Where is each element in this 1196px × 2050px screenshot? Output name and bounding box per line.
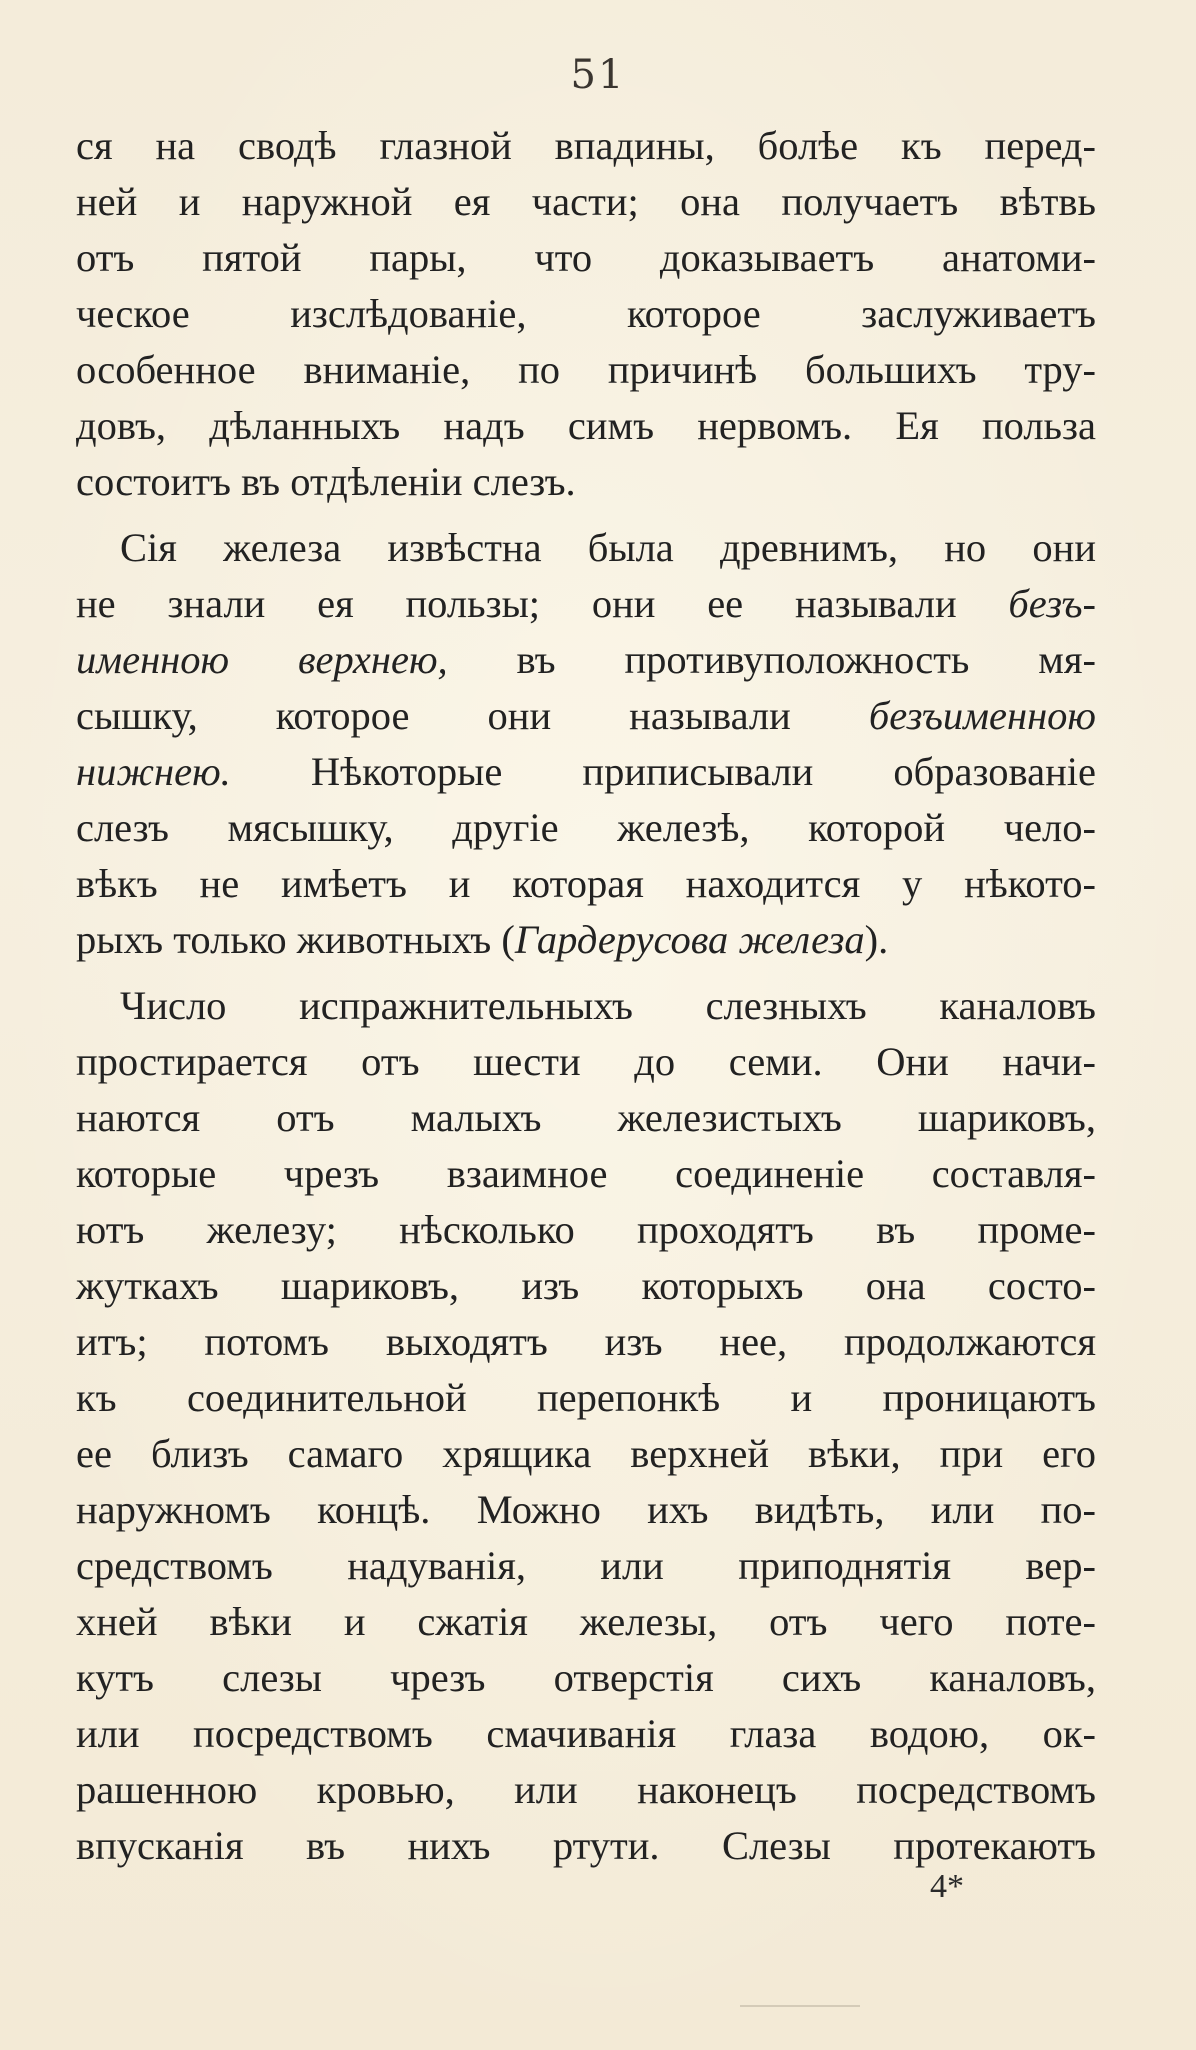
text-run: рыхъ только животныхъ ( [76, 917, 515, 962]
text-line: Сія железа извѣстна была древнимъ, но они [120, 525, 1096, 570]
text-line: средствомъ надуванія, или приподнятія вер- [76, 1543, 1096, 1588]
paper-smudge [740, 2005, 860, 2007]
text-line [76, 744, 1096, 800]
text-line: наружномъ концѣ. Можно ихъ видѣть, или по- [76, 1487, 1096, 1532]
text-line: или посредствомъ смачиванія глаза водою, ок- [76, 1711, 1096, 1756]
text-line: рашенною кровью, или наконецъ посредствомъ [76, 1767, 1096, 1812]
text-line [76, 688, 1096, 744]
text-run: не знали ея пользы; они ее называли [76, 581, 1009, 626]
text-run: ). [864, 917, 889, 962]
text-line: впусканія въ нихъ ртути. Слезы протекаютъ [76, 1823, 1096, 1868]
text-line: ней и наружной ея части; она получаетъ вѣтвь [76, 179, 1096, 224]
italic-term: именною верхнею, [76, 637, 448, 682]
text-run: въ противуположность мя- [447, 637, 1097, 682]
text-line: ческое изслѣдованіе, которое заслуживаетъ [76, 291, 1096, 336]
text-line: итъ; потомъ выходятъ изъ нее, продолжаются [76, 1319, 1096, 1364]
text-line: къ соединительной перепонкѣ и проницаютъ [76, 1375, 1096, 1420]
signature-mark: 4* [930, 1868, 964, 1905]
text-line: которые чрезъ взаимное соединеніе составля- [76, 1151, 1096, 1196]
italic-term: безъ- [1008, 581, 1096, 626]
text-run: сышку, которое они называли [76, 693, 869, 738]
paragraph-gap [76, 968, 1096, 978]
text-line: ся на сводѣ глазной впадины, болѣе къ перед- [76, 123, 1096, 168]
text-line: кутъ слезы чрезъ отверстія сихъ каналовъ, [76, 1655, 1096, 1700]
text-line: хней вѣки и сжатія железы, отъ чего поте- [76, 1599, 1096, 1644]
text-run: Нѣкоторые приписывали образованіе [230, 749, 1096, 794]
text-line [76, 912, 1096, 968]
page-number: 51 [570, 52, 626, 98]
text-line: отъ пятой пары, что доказываетъ анатоми- [76, 235, 1096, 280]
italic-term: нижнею. [76, 749, 231, 794]
text-line: вѣкъ не имѣетъ и которая находится у нѣкото- [76, 861, 1096, 906]
italic-term: безъименною [868, 693, 1096, 738]
text-line: особенное вниманіе, по причинѣ большихъ тру- [76, 347, 1096, 392]
text-line: ютъ железу; нѣсколько проходятъ въ проме- [76, 1207, 1096, 1252]
text-line: состоитъ въ отдѣленіи слезъ. [76, 459, 576, 504]
text-line: слезъ мясышку, другіе железѣ, которой чело- [76, 805, 1096, 850]
paragraph-gap [76, 510, 1096, 520]
text-line [76, 632, 1096, 688]
text-line: жуткахъ шариковъ, изъ которыхъ она состо- [76, 1263, 1096, 1308]
text-line: довъ, дѣланныхъ надъ симъ нервомъ. Ея польза [76, 403, 1096, 448]
text-line: Число испражнительныхъ слезныхъ каналовъ [120, 983, 1096, 1028]
italic-term: Гардерусова железа [514, 917, 865, 962]
text-line [76, 576, 1096, 632]
text-line: ее близъ самаго хрящика верхней вѣки, при его [76, 1431, 1096, 1476]
text-line: простирается отъ шести до семи. Они начи- [76, 1039, 1096, 1084]
text-line: наются отъ малыхъ железистыхъ шариковъ, [76, 1095, 1096, 1140]
body-text [76, 118, 1096, 1874]
